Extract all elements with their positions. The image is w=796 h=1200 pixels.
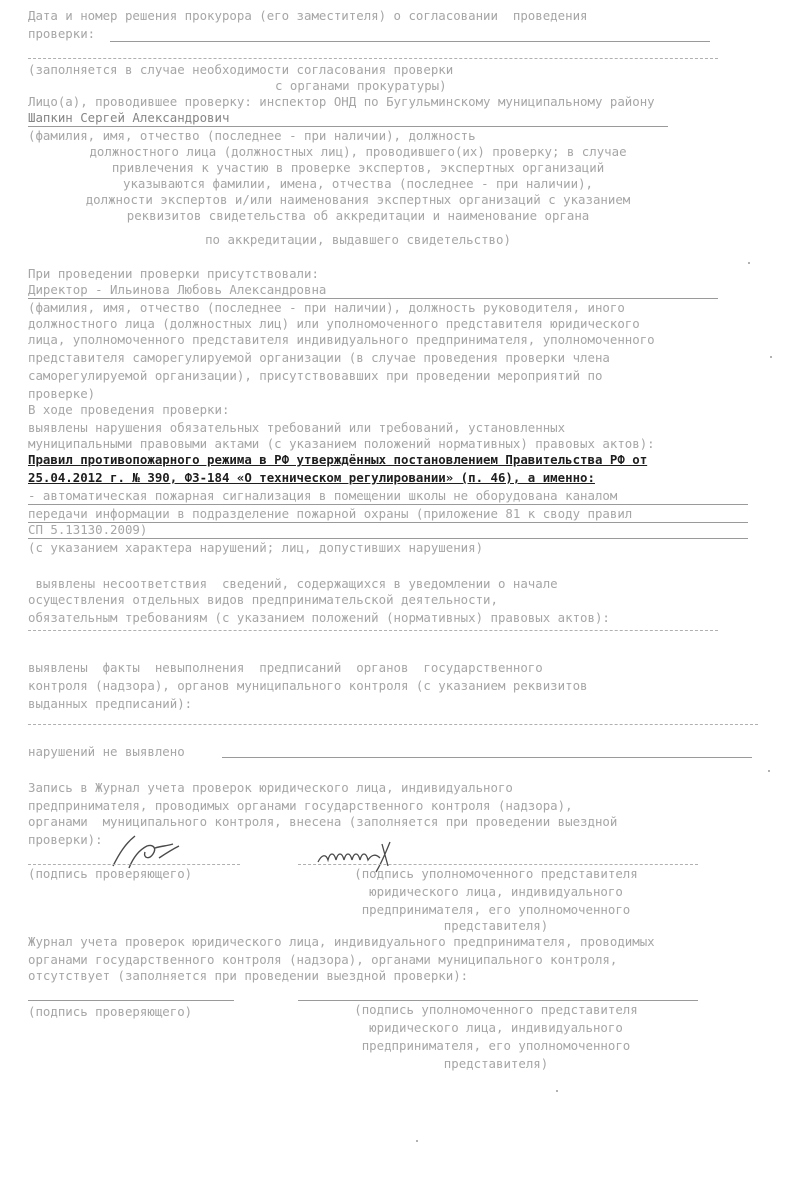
scan-speck [770,356,772,358]
fill-line [28,630,718,631]
noncompliance-text: выданных предписаний): [28,696,193,711]
inspector-note: реквизитов свидетельства об аккредитации и наименование органа [126,208,590,223]
sig-rep-caption: представителя) [443,918,549,933]
inspector-intro: Лицо(а), проводившее проверку: инспектор ОНД по Бугульминскому муниципальному району [28,94,655,109]
inspector-note: должности экспертов и/или наименования экспертных организаций с указанием [85,192,631,207]
fill-line [298,864,698,865]
violations-rule-reference: Правил противопожарного режима в РФ утверждённых постановлением Правительства РФ от [28,452,648,467]
mismatch-text: обязательным требованиям (с указанием положений (нормативных) правовых актов): [28,610,610,625]
prosecutor-line: Дата и номер решения прокурора (его заместителя) о согласовании проведения [28,8,588,23]
fill-line [28,538,748,539]
journal-entry-text: проверки): [28,832,103,847]
fill-line [28,724,758,725]
mismatch-text: осуществления отдельных видов предпринимательской деятельности, [28,592,498,607]
journal-absent-text: отсутствует (заполняется при проведении выездной проверки): [28,968,469,983]
sig-inspector-caption: (подпись проверяющего) [28,866,193,881]
inspector-note: привлечения к участию в проверке экспертов, экспертных организаций [111,160,605,175]
inspector-name: Шапкин Сергей Александрович [28,110,668,127]
present-note: должностного лица (должностных лиц) или уполномоченного представителя юридического [28,316,640,331]
present-note: лица, уполномоченного представителя индивидуального предпринимателя, уполномоченного [28,332,655,347]
journal-absent-text: органами государственного контроля (надзора), органами муниципального контроля, [28,952,618,967]
journal-entry-text: Запись в Журнал учета проверок юридического лица, индивидуального [28,780,513,795]
inspector-note: (фамилия, имя, отчество (последнее - при наличии), должность [28,128,476,143]
sig-rep-caption: (подпись уполномоченного представителя [354,1002,638,1017]
sig-inspector-caption: (подпись проверяющего) [28,1004,193,1019]
fill-line [222,757,752,758]
present-name: Директор - Ильинова Любовь Александровна [28,282,718,299]
violations-text: выявлены нарушения обязательных требований или требований, установленных [28,420,566,435]
present-note: проверке) [28,386,96,401]
sig-rep-caption: (подпись уполномоченного представителя [354,866,638,881]
inspector-note: должностного лица (должностных лиц), проводившего(их) проверку; в случае [89,144,627,159]
prosecutor-note: с органами прокуратуры) [275,78,447,93]
inspector-note: указываются фамилии, имена, отчества (последнее - при наличии), [123,176,593,191]
no-violations-label: нарушений не выявлено [28,744,185,759]
scan-speck [556,1090,558,1092]
journal-absent-text: Журнал учета проверок юридического лица, индивидуального предпринимателя, проводимых [28,934,655,949]
violations-detail: СП 5.13130.2009) [28,522,148,537]
sig-rep-caption: предпринимателя, его уполномоченного [361,1038,631,1053]
prosecutor-checks-label: проверки: [28,26,96,41]
inspector-note: по аккредитации, выдавшего свидетельство) [205,232,511,247]
violations-detail: передачи информации в подразделение пожарной охраны (приложение 81 к своду правил [28,506,748,523]
violations-heading: В ходе проведения проверки: [28,402,230,417]
violations-detail: - автоматическая пожарная сигнализация в помещении школы не оборудована каналом [28,488,748,505]
sig-rep-caption: юридического лица, индивидуального [369,1020,623,1035]
journal-entry-text: органами муниципального контроля, внесена (заполняется при проведении выездной [28,814,618,829]
violations-note: (с указанием характера нарушений; лиц, допустивших нарушения) [28,540,484,555]
sig-rep-caption: представителя) [443,1056,549,1071]
fill-line [28,1000,234,1001]
scan-speck [768,770,770,772]
mismatch-text: выявлены несоответствия сведений, содержащихся в уведомлении о начале [28,576,558,591]
present-note: (фамилия, имя, отчество (последнее - при наличии), должность руководителя, иного [28,300,625,315]
present-note: саморегулируемой организации), присутствовавших при проведении мероприятий по [28,368,603,383]
scan-speck [416,1140,418,1142]
fill-line [298,1000,698,1001]
noncompliance-text: выявлены факты невыполнения предписаний органов государственного [28,660,543,675]
violations-text: муниципальными правовыми актами (с указанием положений нормативных) правовых актов): [28,436,655,451]
fill-line [110,41,710,42]
present-note: представителя саморегулируемой организации (в случае проведения проверки члена [28,350,610,365]
present-heading: При проведении проверки присутствовали: [28,266,319,281]
sig-rep-caption: юридического лица, индивидуального [369,884,623,899]
scan-speck [748,262,750,264]
prosecutor-note: (заполняется в случае необходимости согласования проверки [28,62,454,77]
sig-rep-caption: предпринимателя, его уполномоченного [361,902,631,917]
journal-entry-text: предпринимателя, проводимых органами государственного контроля (надзора), [28,798,573,813]
fill-line [28,864,240,865]
fill-line [28,58,718,59]
noncompliance-text: контроля (надзора), органов муниципального контроля (с указанием реквизитов [28,678,588,693]
violations-rule-reference: 25.04.2012 г. № 390, ФЗ-184 «О техническом регулировании» (п. 46), а именно: [28,470,595,485]
